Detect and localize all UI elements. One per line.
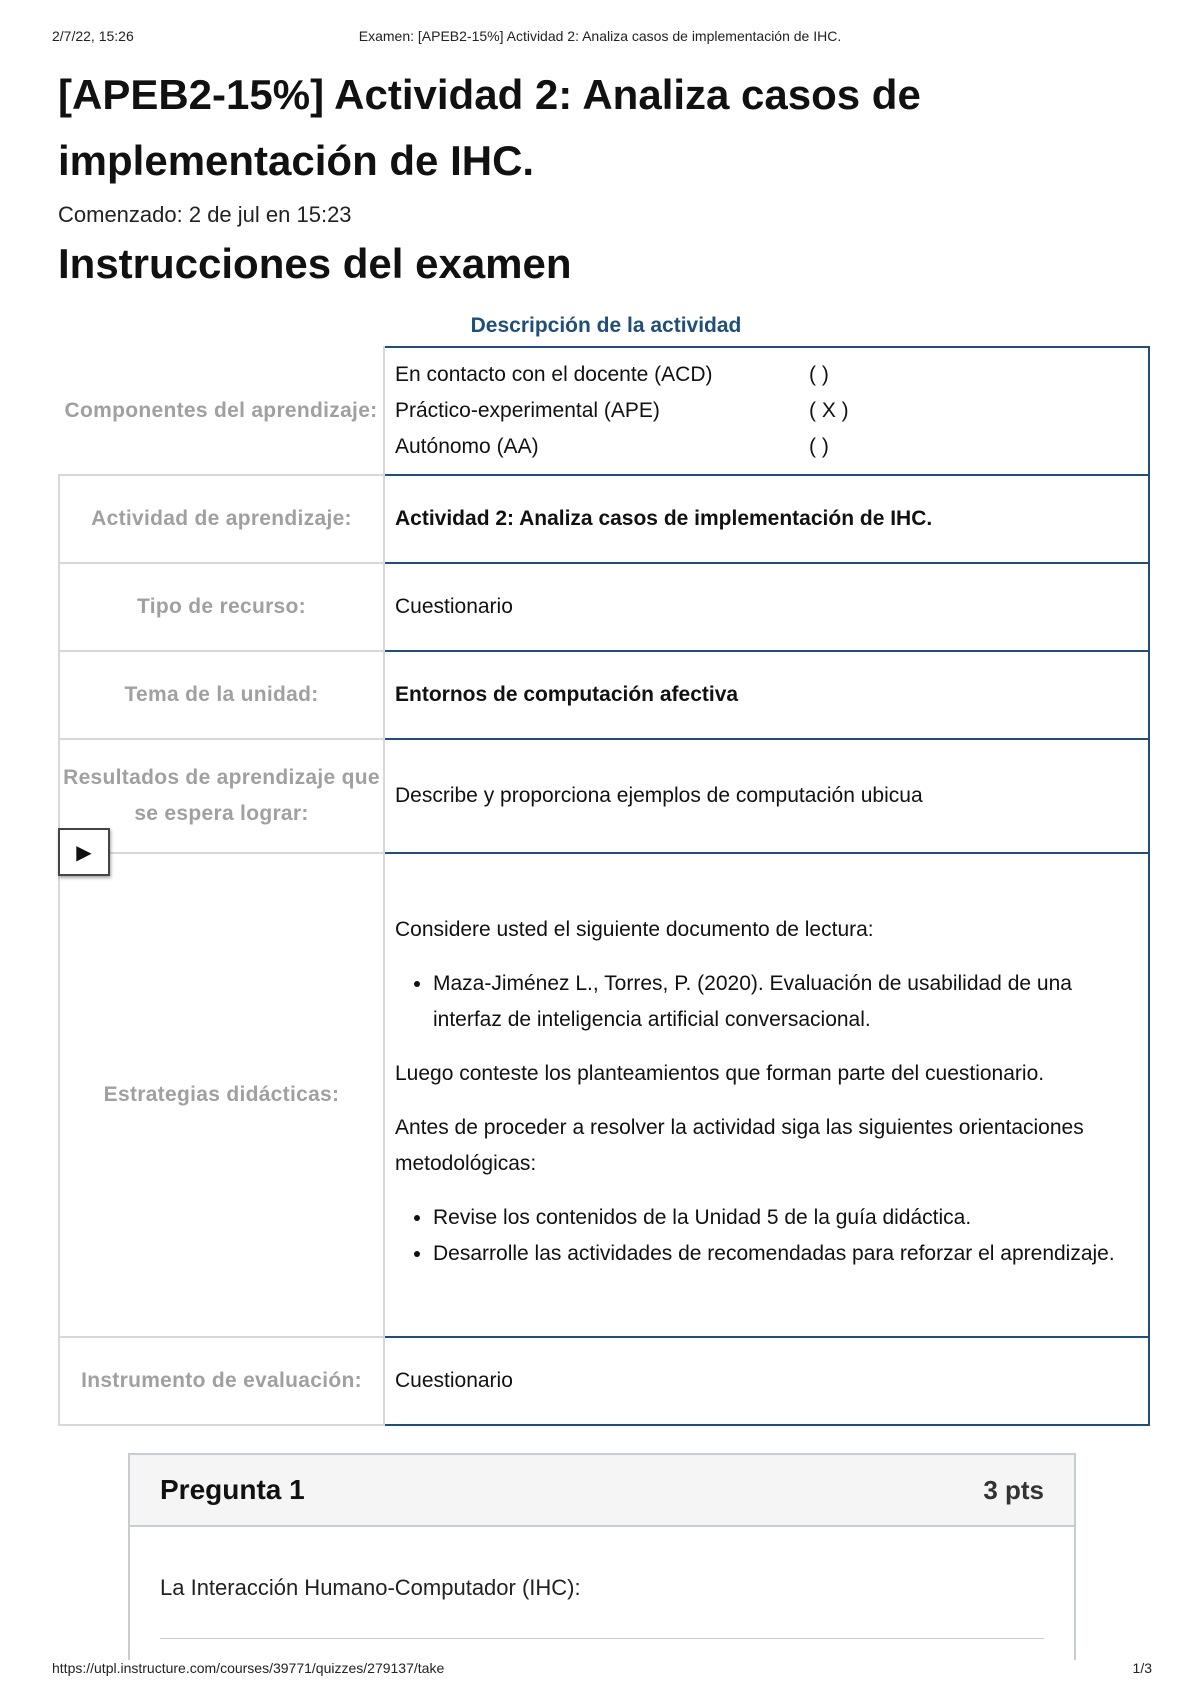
table-row-instrument (59, 1337, 1149, 1425)
strategies-then: Luego conteste los planteamientos que forman parte del cuestionario. (395, 1062, 1045, 1085)
reading-list (395, 966, 1138, 1038)
table-row-resource (59, 563, 1149, 651)
print-datetime: 2/7/22, 15:26 (52, 28, 134, 44)
reading-item: • Maza-Jiménez L., Torres, P. (2020). Evaluación de usabilidad de una interfaz de inteligencia artificial conversacional. (433, 966, 1138, 1038)
question-divider (160, 1638, 1044, 1639)
question-card (128, 1453, 1076, 1660)
table-row-activity (59, 475, 1149, 563)
print-footer (0, 1660, 1200, 1680)
table-row-strategies (59, 853, 1149, 1337)
components-label: Componentes del aprendizaje: (59, 347, 384, 475)
strategies-before: Antes de proceder a resolver la actividad siga las siguientes orientaciones metodológicas: (395, 1116, 1084, 1175)
question-text: La Interacción Humano-Computador (IHC): (160, 1575, 581, 1600)
activity-value: Actividad 2: Analiza casos de implementación de IHC. (395, 507, 933, 530)
quiz-title: [APEB2-15%] Actividad 2: Analiza casos de implementación de IHC. (58, 71, 921, 184)
instrument-value: Cuestionario (384, 1337, 1149, 1425)
component-item: Práctico-experimental (APE) ( X ) (395, 399, 849, 422)
instructions-heading: Instrucciones del examen (58, 240, 572, 287)
resource-value: Cuestionario (384, 563, 1149, 651)
description-heading: Descripción de la actividad (470, 314, 742, 337)
table-row-topic (59, 651, 1149, 739)
steps-list (395, 1200, 1138, 1272)
question-points: 3 pts (983, 1474, 1044, 1505)
topic-label: Tema de la unidad: (59, 651, 384, 739)
components-value (384, 347, 1149, 475)
topic-value: Entornos de computación afectiva (395, 683, 739, 706)
step-item: • Revise los contenidos de la Unidad 5 de la guía didáctica. (433, 1200, 1138, 1236)
results-value: Describe y proporciona ejemplos de computación ubicua (384, 739, 1149, 853)
table-row-results (59, 739, 1149, 853)
table-row-components (59, 347, 1149, 475)
activity-label: Actividad de aprendizaje: (59, 475, 384, 563)
instrument-label: Instrumento de evaluación: (59, 1337, 384, 1425)
quiz-started-time: Comenzado: 2 de jul en 15:23 (58, 202, 352, 227)
component-item: En contacto con el docente (ACD) ( ) (395, 363, 829, 386)
component-item: Autónomo (AA) ( ) (395, 435, 829, 458)
results-label: Resultados de aprendizaje que se espera lograr: (59, 739, 384, 853)
print-page-number: 1/3 (1132, 1660, 1152, 1676)
step-item: • Desarrolle las actividades de recomendadas para reforzar el aprendizaje. (433, 1236, 1138, 1272)
strategies-value (384, 853, 1149, 1337)
print-header (0, 28, 1200, 48)
strategies-intro: Considere usted el siguiente documento de lectura: (395, 918, 874, 941)
print-url: https://utpl.instructure.com/courses/39771/quizzes/279137/take (52, 1660, 445, 1676)
play-icon: ▶ (76, 841, 92, 864)
print-tab-title: Examen: [APEB2-15%] Actividad 2: Analiza casos de implementación de IHC. (358, 28, 842, 44)
resource-label: Tipo de recurso: (59, 563, 384, 651)
play-button[interactable] (58, 828, 110, 876)
question-header (130, 1455, 1074, 1527)
question-title: Pregunta 1 (160, 1474, 305, 1505)
activity-description-table (58, 346, 1150, 1426)
strategies-label: Estrategias didácticas: (59, 853, 384, 1337)
